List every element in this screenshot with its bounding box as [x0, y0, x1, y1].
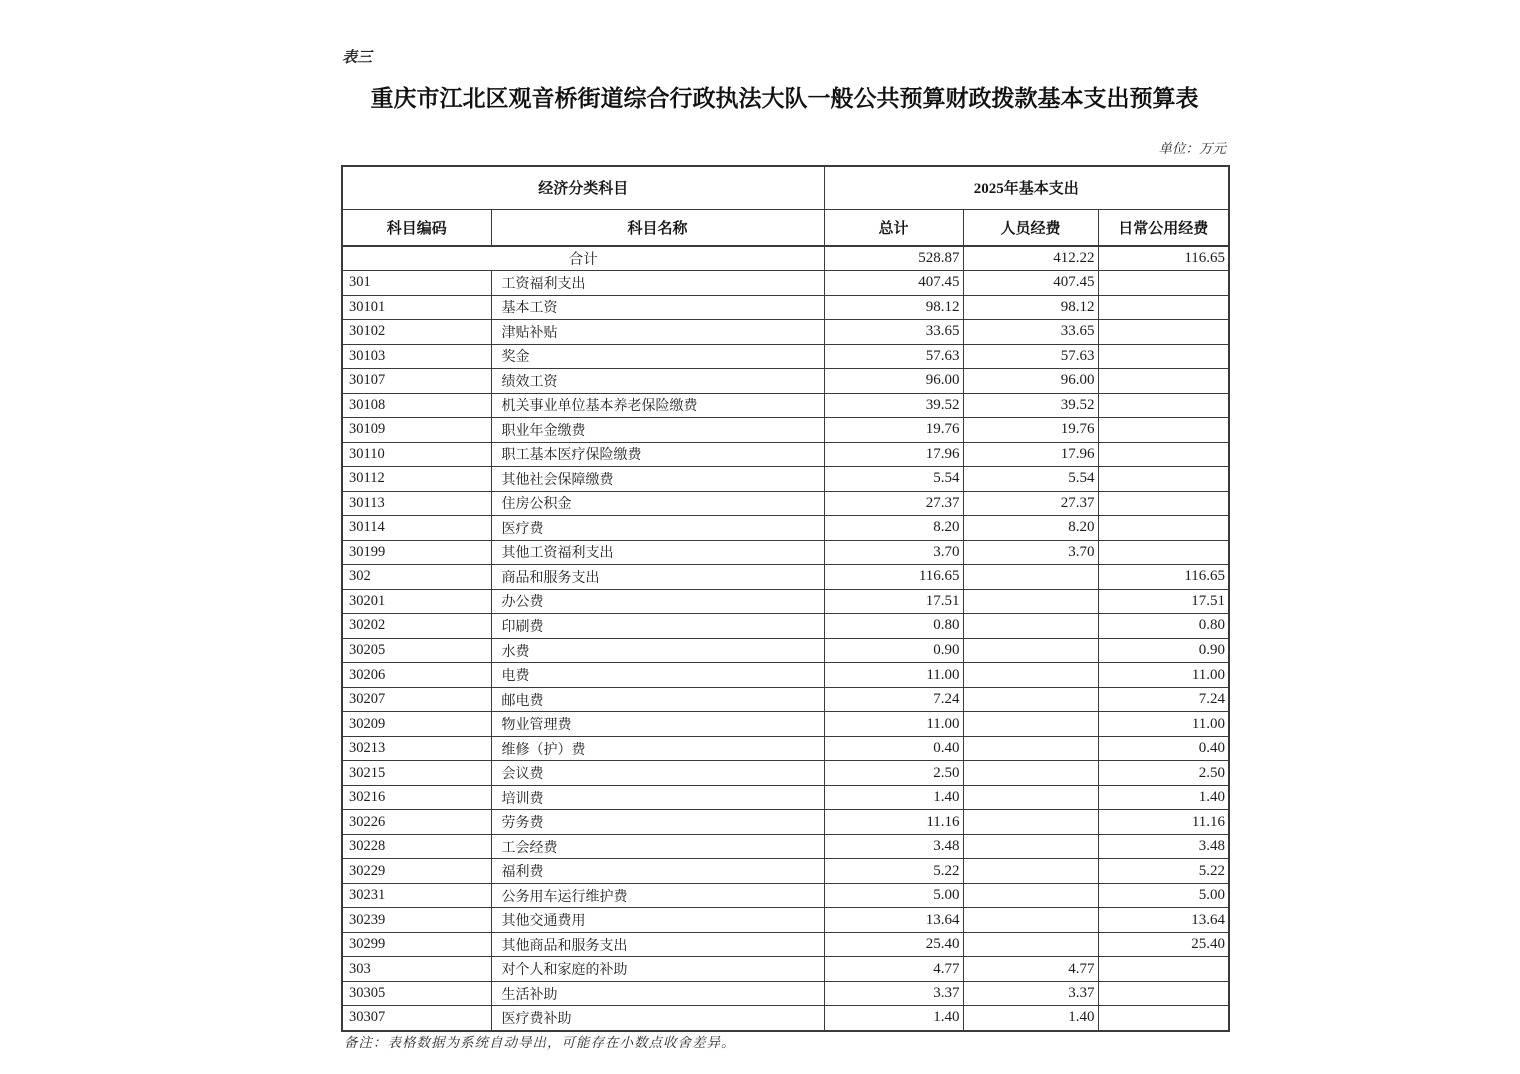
table-row — [342, 785, 1229, 810]
total-value: 3.37 — [824, 981, 963, 1006]
table-row — [342, 883, 1229, 908]
total-value: 3.70 — [824, 540, 963, 565]
daily-value: 11.16 — [1098, 810, 1229, 835]
subject-name: 培训费 — [491, 785, 824, 810]
daily-value — [1098, 442, 1229, 467]
subject-code: 30209 — [342, 712, 491, 737]
personnel-value — [963, 614, 1098, 639]
subject-name: 福利费 — [491, 859, 824, 884]
table-row — [342, 540, 1229, 565]
table-header — [342, 166, 1229, 246]
table-row — [342, 981, 1229, 1006]
total-value: 11.16 — [824, 810, 963, 835]
remark: 备注：表格数据为系统自动导出，可能存在小数点收舍差异。 — [344, 1035, 736, 1050]
daily-value: 0.90 — [1098, 638, 1229, 663]
subject-name: 办公费 — [491, 589, 824, 614]
subject-code: 30202 — [342, 614, 491, 639]
table-row — [342, 712, 1229, 737]
subject-name: 职业年金缴费 — [491, 418, 824, 443]
page-title: 重庆市江北区观音桥街道综合行政执法大队一般公共预算财政拨款基本支出预算表 — [370, 86, 1199, 111]
total-value: 116.65 — [824, 565, 963, 590]
daily-value: 0.80 — [1098, 614, 1229, 639]
daily-value: 0.40 — [1098, 736, 1229, 761]
total-value: 33.65 — [824, 320, 963, 345]
table-row — [342, 565, 1229, 590]
daily-value: 13.64 — [1098, 908, 1229, 933]
total-value: 407.45 — [824, 271, 963, 296]
daily-value: 116.65 — [1098, 246, 1229, 271]
total-value: 528.87 — [824, 246, 963, 271]
subject-code: 30226 — [342, 810, 491, 835]
total-value: 8.20 — [824, 516, 963, 541]
table-row — [342, 442, 1229, 467]
daily-value — [1098, 1006, 1229, 1031]
total-value: 5.54 — [824, 467, 963, 492]
total-value: 39.52 — [824, 393, 963, 418]
total-value: 1.40 — [824, 785, 963, 810]
column-header-subject-code: 科目编码 — [342, 209, 491, 246]
total-value: 19.76 — [824, 418, 963, 443]
daily-value: 2.50 — [1098, 761, 1229, 786]
daily-value — [1098, 516, 1229, 541]
daily-value — [1098, 957, 1229, 982]
total-value: 11.00 — [824, 712, 963, 737]
total-value: 11.00 — [824, 663, 963, 688]
subject-code: 30229 — [342, 859, 491, 884]
table-row — [342, 344, 1229, 369]
personnel-value — [963, 859, 1098, 884]
table-row — [342, 663, 1229, 688]
daily-value: 11.00 — [1098, 712, 1229, 737]
subject-code: 30109 — [342, 418, 491, 443]
personnel-value: 19.76 — [963, 418, 1098, 443]
subject-code: 30213 — [342, 736, 491, 761]
subject-code: 30103 — [342, 344, 491, 369]
unit-note: 单位：万元 — [1158, 141, 1226, 156]
subject-name: 基本工资 — [491, 295, 824, 320]
total-row-label: 合计 — [342, 246, 824, 271]
subject-code: 301 — [342, 271, 491, 296]
table-row — [342, 271, 1229, 296]
subject-code: 30107 — [342, 369, 491, 394]
total-value: 27.37 — [824, 491, 963, 516]
personnel-value: 4.77 — [963, 957, 1098, 982]
personnel-value: 39.52 — [963, 393, 1098, 418]
personnel-value: 57.63 — [963, 344, 1098, 369]
subject-name: 生活补助 — [491, 981, 824, 1006]
subject-code: 30215 — [342, 761, 491, 786]
personnel-value — [963, 736, 1098, 761]
subject-code: 30307 — [342, 1006, 491, 1031]
personnel-value — [963, 908, 1098, 933]
personnel-value — [963, 883, 1098, 908]
table-body — [342, 246, 1229, 1031]
personnel-value — [963, 638, 1098, 663]
personnel-value: 3.70 — [963, 540, 1098, 565]
daily-value — [1098, 271, 1229, 296]
personnel-value — [963, 834, 1098, 859]
subject-name: 工会经费 — [491, 834, 824, 859]
table-row — [342, 687, 1229, 712]
daily-value — [1098, 981, 1229, 1006]
budget-table — [341, 165, 1230, 1032]
total-value: 5.22 — [824, 859, 963, 884]
personnel-value: 407.45 — [963, 271, 1098, 296]
daily-value: 5.00 — [1098, 883, 1229, 908]
column-header-personnel-funds: 人员经费 — [963, 209, 1098, 246]
total-value: 4.77 — [824, 957, 963, 982]
table-label: 表三 — [342, 50, 373, 66]
subject-code: 30113 — [342, 491, 491, 516]
table-row — [342, 908, 1229, 933]
table-row — [342, 834, 1229, 859]
daily-value: 3.48 — [1098, 834, 1229, 859]
table-row — [342, 614, 1229, 639]
subject-name: 津贴补贴 — [491, 320, 824, 345]
subject-code: 30112 — [342, 467, 491, 492]
subject-code: 30101 — [342, 295, 491, 320]
daily-value: 7.24 — [1098, 687, 1229, 712]
personnel-value: 3.37 — [963, 981, 1098, 1006]
column-header-row — [342, 209, 1229, 246]
personnel-value: 98.12 — [963, 295, 1098, 320]
table-row — [342, 810, 1229, 835]
total-value: 0.80 — [824, 614, 963, 639]
personnel-value: 96.00 — [963, 369, 1098, 394]
subject-name: 邮电费 — [491, 687, 824, 712]
subject-name: 水费 — [491, 638, 824, 663]
subject-code: 30305 — [342, 981, 491, 1006]
daily-value: 116.65 — [1098, 565, 1229, 590]
subject-code: 30216 — [342, 785, 491, 810]
subject-code: 30205 — [342, 638, 491, 663]
table-row — [342, 516, 1229, 541]
total-value: 17.96 — [824, 442, 963, 467]
subject-code: 30207 — [342, 687, 491, 712]
subject-name: 其他社会保障缴费 — [491, 467, 824, 492]
subject-code: 30201 — [342, 589, 491, 614]
personnel-value: 17.96 — [963, 442, 1098, 467]
total-value: 2.50 — [824, 761, 963, 786]
daily-value: 1.40 — [1098, 785, 1229, 810]
total-value: 25.40 — [824, 932, 963, 957]
subject-code: 30231 — [342, 883, 491, 908]
daily-value — [1098, 540, 1229, 565]
subject-name: 机关事业单位基本养老保险缴费 — [491, 393, 824, 418]
subject-code: 30102 — [342, 320, 491, 345]
table-row — [342, 638, 1229, 663]
table-row — [342, 736, 1229, 761]
subject-name: 其他商品和服务支出 — [491, 932, 824, 957]
personnel-value — [963, 565, 1098, 590]
table-row — [342, 859, 1229, 884]
total-value: 98.12 — [824, 295, 963, 320]
subject-name: 医疗费 — [491, 516, 824, 541]
group-header-row — [342, 166, 1229, 209]
total-value: 0.90 — [824, 638, 963, 663]
daily-value — [1098, 369, 1229, 394]
subject-name: 公务用车运行维护费 — [491, 883, 824, 908]
total-value: 5.00 — [824, 883, 963, 908]
personnel-value: 5.54 — [963, 467, 1098, 492]
subject-code: 302 — [342, 565, 491, 590]
subject-name: 其他交通费用 — [491, 908, 824, 933]
personnel-value — [963, 589, 1098, 614]
personnel-value — [963, 663, 1098, 688]
subject-code: 30239 — [342, 908, 491, 933]
table-row — [342, 320, 1229, 345]
daily-value: 17.51 — [1098, 589, 1229, 614]
daily-value — [1098, 320, 1229, 345]
subject-name: 住房公积金 — [491, 491, 824, 516]
personnel-value: 33.65 — [963, 320, 1098, 345]
subject-name: 维修（护）费 — [491, 736, 824, 761]
total-value: 57.63 — [824, 344, 963, 369]
personnel-value — [963, 785, 1098, 810]
daily-value — [1098, 295, 1229, 320]
table-row — [342, 369, 1229, 394]
total-value: 1.40 — [824, 1006, 963, 1031]
table-row — [342, 761, 1229, 786]
daily-value: 11.00 — [1098, 663, 1229, 688]
personnel-value — [963, 932, 1098, 957]
subject-name: 电费 — [491, 663, 824, 688]
total-value: 96.00 — [824, 369, 963, 394]
subject-code: 30299 — [342, 932, 491, 957]
subject-code: 30228 — [342, 834, 491, 859]
subject-name: 工资福利支出 — [491, 271, 824, 296]
subject-name: 绩效工资 — [491, 369, 824, 394]
personnel-value: 27.37 — [963, 491, 1098, 516]
subject-code: 30110 — [342, 442, 491, 467]
subject-code: 30108 — [342, 393, 491, 418]
column-header-total: 总计 — [824, 209, 963, 246]
subject-code: 30199 — [342, 540, 491, 565]
daily-value — [1098, 491, 1229, 516]
subject-name: 对个人和家庭的补助 — [491, 957, 824, 982]
personnel-value: 412.22 — [963, 246, 1098, 271]
table-row — [342, 932, 1229, 957]
subject-name: 医疗费补助 — [491, 1006, 824, 1031]
subject-name: 其他工资福利支出 — [491, 540, 824, 565]
daily-value: 5.22 — [1098, 859, 1229, 884]
subject-name: 商品和服务支出 — [491, 565, 824, 590]
table-row — [342, 1006, 1229, 1031]
personnel-value — [963, 687, 1098, 712]
group-header-economic-classification: 经济分类科目 — [342, 166, 824, 209]
personnel-value — [963, 810, 1098, 835]
subject-name: 劳务费 — [491, 810, 824, 835]
personnel-value: 1.40 — [963, 1006, 1098, 1031]
daily-value — [1098, 393, 1229, 418]
table-row — [342, 295, 1229, 320]
total-row — [342, 246, 1229, 271]
table-row — [342, 491, 1229, 516]
subject-name: 职工基本医疗保险缴费 — [491, 442, 824, 467]
group-header-2025-basic-expenditure: 2025年基本支出 — [824, 166, 1229, 209]
column-header-subject-name: 科目名称 — [491, 209, 824, 246]
table-row — [342, 589, 1229, 614]
table-row — [342, 957, 1229, 982]
daily-value — [1098, 418, 1229, 443]
column-header-daily-public-funds: 日常公用经费 — [1098, 209, 1229, 246]
subject-name: 物业管理费 — [491, 712, 824, 737]
daily-value — [1098, 344, 1229, 369]
daily-value: 25.40 — [1098, 932, 1229, 957]
total-value: 17.51 — [824, 589, 963, 614]
daily-value — [1098, 467, 1229, 492]
total-value: 0.40 — [824, 736, 963, 761]
subject-name: 会议费 — [491, 761, 824, 786]
total-value: 3.48 — [824, 834, 963, 859]
table-row — [342, 393, 1229, 418]
subject-name: 印刷费 — [491, 614, 824, 639]
personnel-value: 8.20 — [963, 516, 1098, 541]
total-value: 7.24 — [824, 687, 963, 712]
personnel-value — [963, 712, 1098, 737]
subject-name: 奖金 — [491, 344, 824, 369]
table-row — [342, 418, 1229, 443]
table-row — [342, 467, 1229, 492]
subject-code: 303 — [342, 957, 491, 982]
total-value: 13.64 — [824, 908, 963, 933]
subject-code: 30206 — [342, 663, 491, 688]
personnel-value — [963, 761, 1098, 786]
subject-code: 30114 — [342, 516, 491, 541]
